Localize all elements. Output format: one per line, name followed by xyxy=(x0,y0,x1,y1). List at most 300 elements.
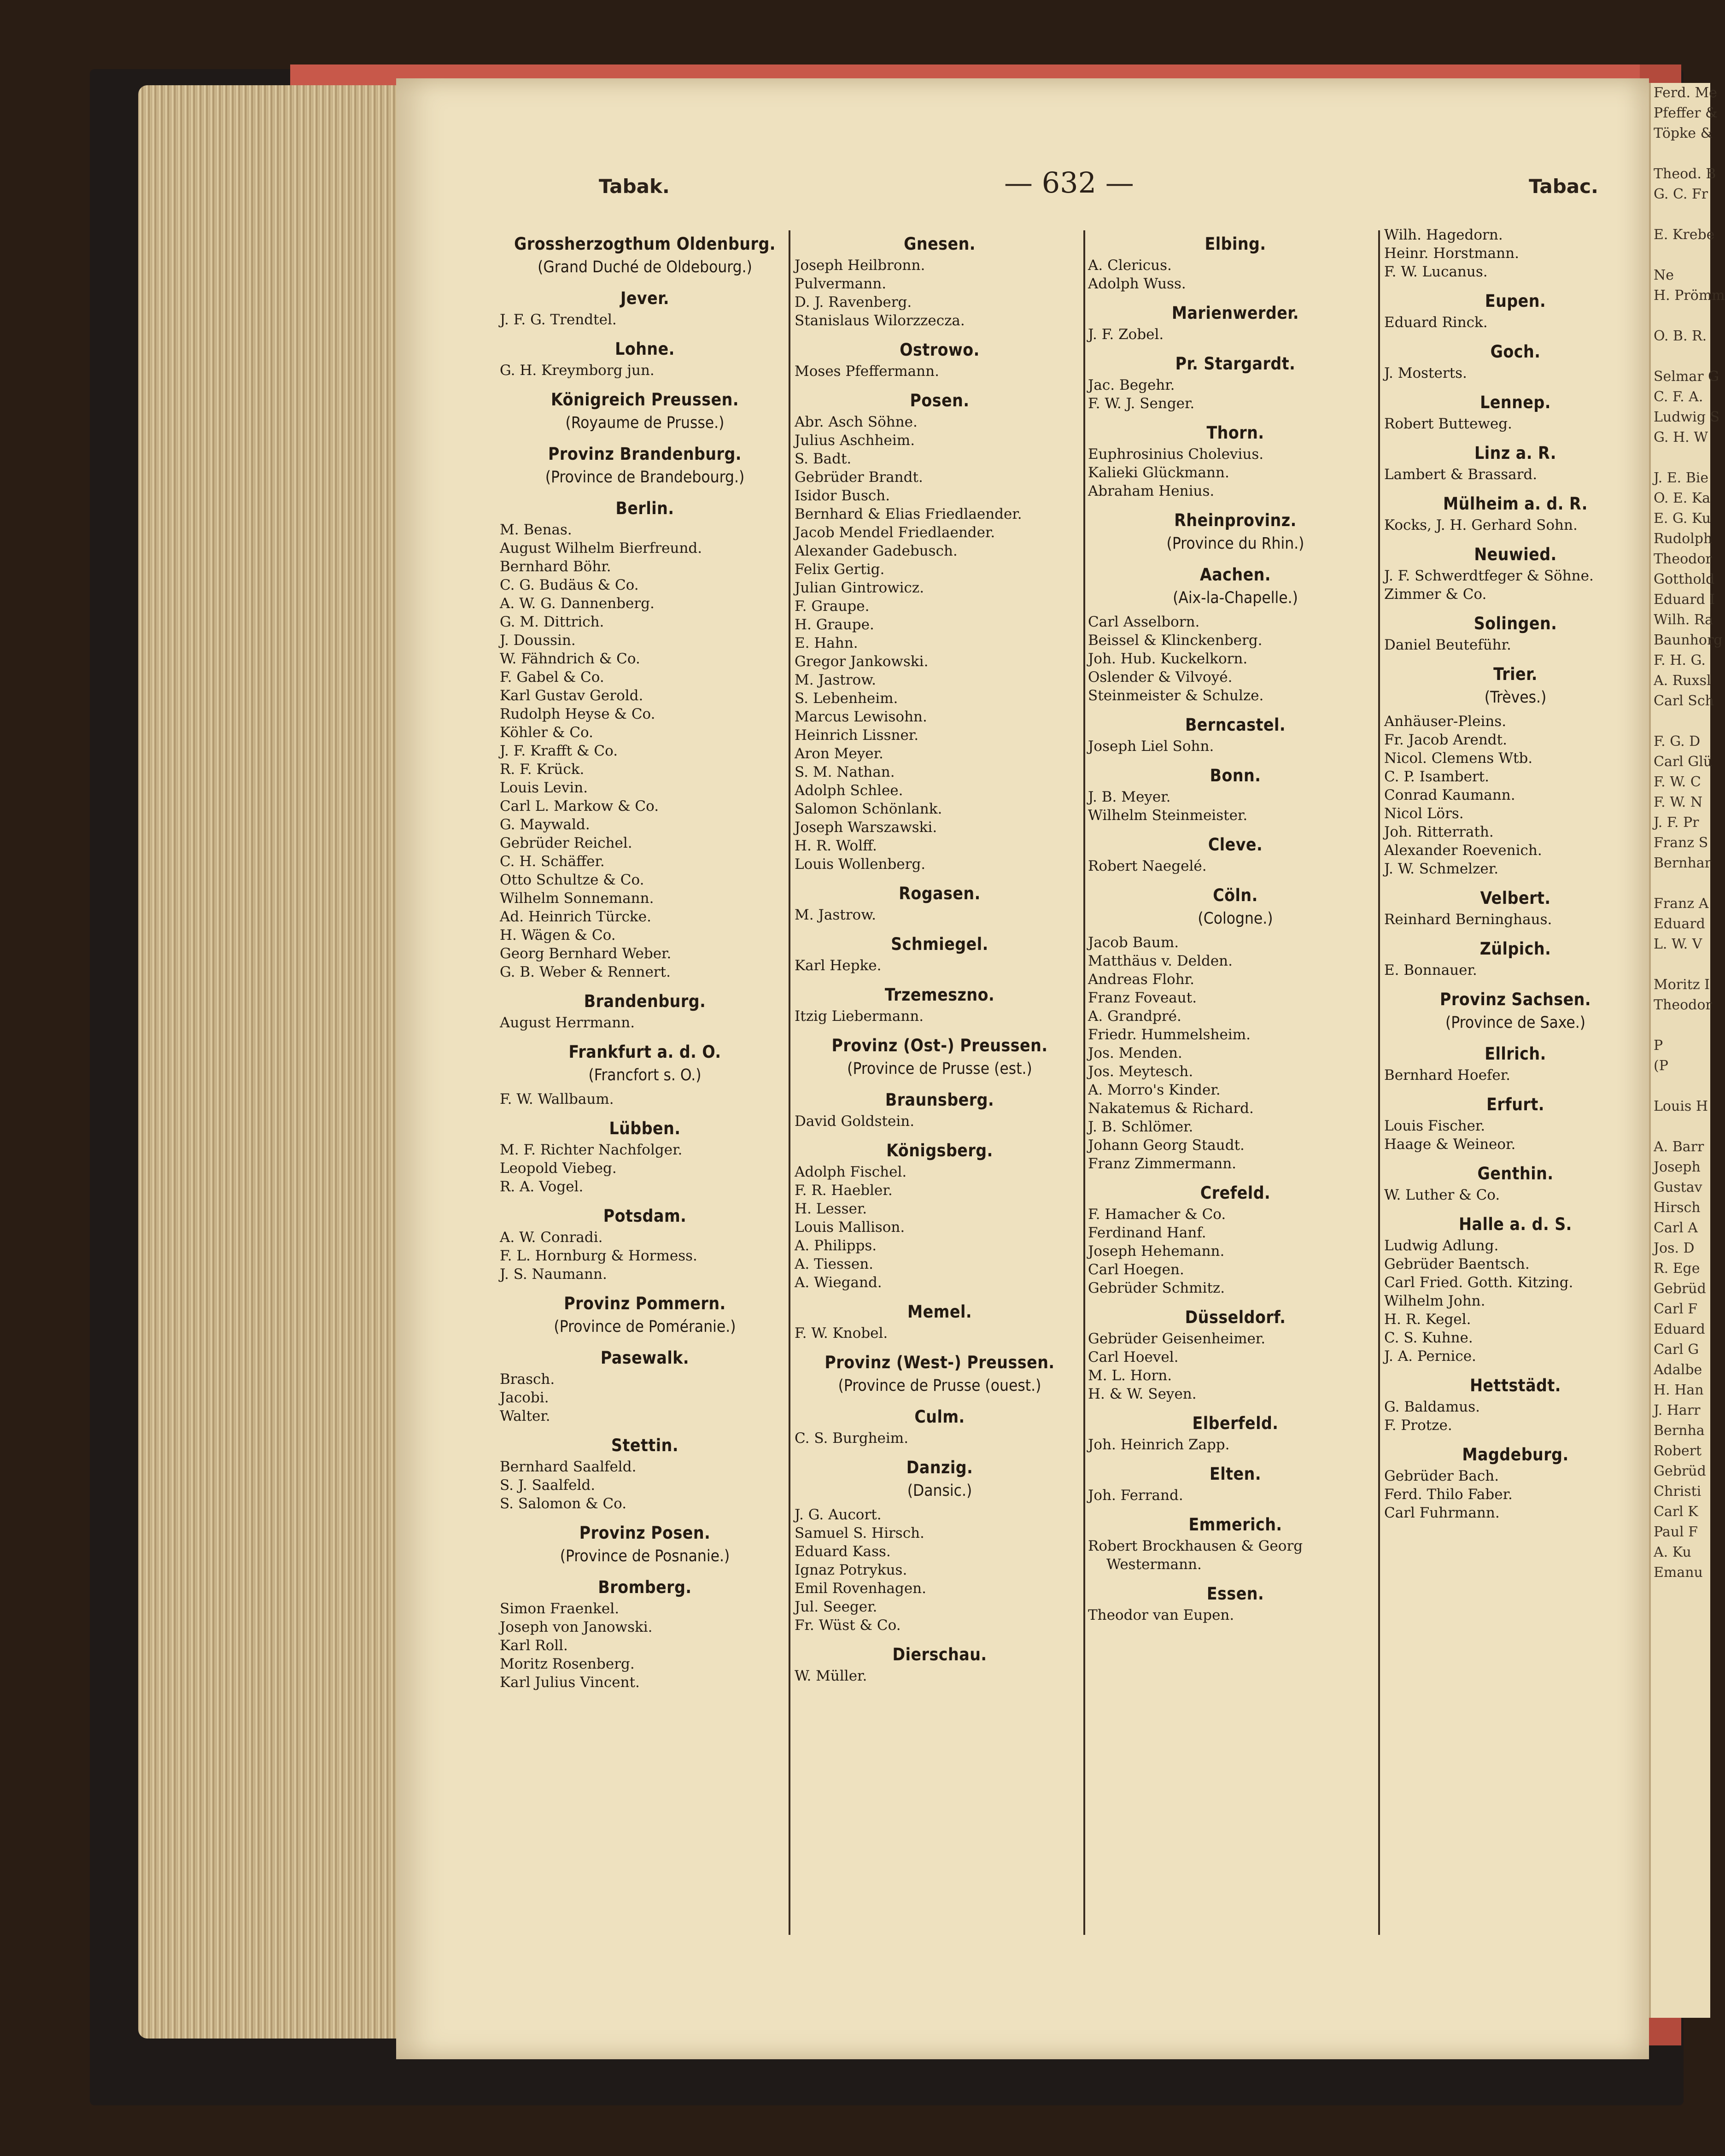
list-item: Wilhelm John. xyxy=(1384,1293,1485,1309)
directory-section xyxy=(1088,1181,1383,1297)
section-heading: Rheinprovinz. xyxy=(1174,510,1297,530)
next-page-line: Töpke & xyxy=(1654,125,1713,141)
section-heading: Stettin. xyxy=(611,1435,679,1455)
next-page-line: Ferd. Me xyxy=(1654,85,1718,101)
list-item: Joh. Ferrand. xyxy=(1088,1487,1183,1504)
list-item: H. R. Wolff. xyxy=(795,838,877,854)
list-item: F. Protze. xyxy=(1384,1417,1452,1434)
list-item: Brasch. xyxy=(500,1371,555,1388)
list-item: F. W. Lucanus. xyxy=(1384,264,1488,280)
list-item: S. Lebenheim. xyxy=(795,690,898,707)
list-item: Robert Brockhausen & Georg xyxy=(1088,1538,1303,1554)
section-heading: Mülheim a. d. R. xyxy=(1443,494,1588,514)
list-item: E. Bonnauer. xyxy=(1384,962,1477,978)
directory-section xyxy=(1088,1462,1383,1505)
entry-list xyxy=(1384,313,1647,332)
section-heading: Cöln. xyxy=(1213,885,1258,905)
section-subheading: (Province de Posnanie.) xyxy=(560,1547,730,1565)
list-item: Wilh. Hagedorn. xyxy=(1384,227,1503,243)
list-item: Moses Pfeffermann. xyxy=(795,363,939,380)
section-subheading: (Province de Poméranie.) xyxy=(554,1318,736,1336)
entry-list xyxy=(1088,1205,1383,1297)
section-subheading: (Dansic.) xyxy=(907,1482,972,1500)
list-item: M. Jastrow. xyxy=(795,907,876,923)
next-page-line: F. W. N xyxy=(1654,794,1703,810)
directory-section xyxy=(1384,1042,1647,1084)
list-item: Oslender & Vilvoyé. xyxy=(1088,669,1233,685)
list-item: F. L. Hornburg & Hormess. xyxy=(500,1248,697,1264)
list-item: Marcus Lewisohn. xyxy=(795,709,927,725)
list-item: Gebrüder Baentsch. xyxy=(1384,1256,1530,1272)
next-page-line: O. B. R. xyxy=(1654,328,1707,344)
directory-section xyxy=(1088,352,1383,413)
section-heading: Braunsberg. xyxy=(885,1090,994,1110)
list-item: Alexander Gadebusch. xyxy=(795,543,958,559)
directory-section xyxy=(1088,713,1383,756)
list-item: R. A. Vogel. xyxy=(500,1178,584,1195)
list-item: Andreas Flohr. xyxy=(1088,971,1194,988)
section-heading: Essen. xyxy=(1206,1584,1264,1604)
directory-section xyxy=(1384,612,1647,654)
section-heading: Provinz Posen. xyxy=(579,1523,711,1543)
section-heading: Marienwerder. xyxy=(1171,303,1299,323)
next-page-line: Carl F xyxy=(1654,1301,1698,1317)
directory-section xyxy=(795,232,1085,330)
list-item: Gebrüder Brandt. xyxy=(795,469,923,486)
list-item: Carl Fried. Gotth. Kitzing. xyxy=(1384,1274,1573,1291)
list-item: Gregor Jankowski. xyxy=(795,653,929,670)
next-page-line: R. Ege xyxy=(1654,1260,1700,1277)
list-item: Wilhelm Sonnemann. xyxy=(500,890,654,907)
list-item: G. Maywald. xyxy=(500,816,590,833)
next-page-line: F. G. D xyxy=(1654,733,1701,750)
list-item: Friedr. Hummelsheim. xyxy=(1088,1026,1251,1043)
section-subheading: (Province de Saxe.) xyxy=(1445,1014,1585,1032)
next-page-line: Bernhar xyxy=(1654,855,1712,871)
list-item: J. G. Aucort. xyxy=(795,1506,882,1523)
list-item: H. R. Kegel. xyxy=(1384,1311,1471,1328)
next-page-line: Gebrüd xyxy=(1654,1281,1706,1297)
list-item: Bernhard Böhr. xyxy=(500,558,611,575)
entry-list xyxy=(1384,465,1647,484)
next-page-line: H. Prömm xyxy=(1654,287,1725,304)
next-page-line: Gebrüd xyxy=(1654,1463,1706,1479)
section-heading: Schmiegel. xyxy=(891,934,988,954)
next-page-line: Gustav xyxy=(1654,1179,1702,1195)
next-page-line: L. W. V xyxy=(1654,936,1702,952)
list-item: Euphrosinius Cholevius. xyxy=(1088,446,1264,463)
list-item: Jacobi. xyxy=(500,1389,549,1406)
next-page-line: A. Ku xyxy=(1654,1544,1691,1560)
list-item: Carl Fuhrmann. xyxy=(1384,1505,1500,1521)
entry-list xyxy=(795,956,1085,975)
next-page-line: F. H. G. xyxy=(1654,652,1706,668)
entry-list xyxy=(1384,226,1647,281)
list-item: Nicol Lörs. xyxy=(1384,805,1464,822)
next-page-line: J. E. Bie xyxy=(1654,470,1709,486)
column-3 xyxy=(1088,226,1383,1633)
section-subheading: (Cologne.) xyxy=(1198,909,1273,928)
next-page-line: Pfeffer & xyxy=(1654,105,1718,121)
page-number: — 632 — xyxy=(1004,166,1134,199)
directory-section xyxy=(1384,1162,1647,1204)
next-page-line: Selmar G xyxy=(1654,369,1719,385)
entry-list xyxy=(1384,910,1647,929)
section-heading: Zülpich. xyxy=(1479,939,1551,959)
list-item: H. Wägen & Co. xyxy=(500,927,616,943)
section-subheading: (Trèves.) xyxy=(1484,688,1547,707)
section-heading: Danzig. xyxy=(906,1458,973,1477)
list-item: Eduard Rinck. xyxy=(1384,314,1488,331)
next-page-line xyxy=(1651,955,1710,975)
next-page-line: A. Ruxsl xyxy=(1654,673,1711,689)
section-heading: Genthin. xyxy=(1477,1164,1554,1183)
next-page-line: Joseph xyxy=(1654,1159,1701,1175)
list-item: Heinr. Horstmann. xyxy=(1384,245,1519,262)
list-item: M. Benas. xyxy=(500,521,572,538)
list-item: R. F. Krück. xyxy=(500,761,585,778)
list-item: Karl Julius Vincent. xyxy=(500,1674,640,1691)
list-item: Leopold Viebeg. xyxy=(500,1160,617,1177)
section-heading: Solingen. xyxy=(1474,614,1557,633)
section-heading: Düsseldorf. xyxy=(1185,1307,1286,1327)
list-item: Moritz Rosenberg. xyxy=(500,1656,635,1672)
list-item: Louis Fischer. xyxy=(1384,1118,1485,1134)
section-heading: Ellrich. xyxy=(1485,1044,1546,1064)
directory-section xyxy=(500,232,790,278)
list-item: Westermann. xyxy=(1106,1556,1202,1573)
section-heading: Culm. xyxy=(914,1407,965,1427)
list-item: David Goldstein. xyxy=(795,1113,915,1130)
list-item: Zimmer & Co. xyxy=(1384,586,1487,603)
entry-list xyxy=(500,361,790,380)
directory-section xyxy=(1088,563,1383,705)
directory-section xyxy=(1088,764,1383,825)
directory-section xyxy=(1384,391,1647,433)
list-item: J. A. Pernice. xyxy=(1384,1348,1476,1365)
list-item: Jul. Seeger. xyxy=(795,1599,877,1615)
list-item: Conrad Kaumann. xyxy=(1384,787,1515,803)
directory-section xyxy=(1384,1443,1647,1522)
directory-section xyxy=(500,1292,790,1338)
directory-section xyxy=(500,1576,790,1692)
list-item: J. S. Naumann. xyxy=(500,1266,607,1283)
list-item: A. Grandpré. xyxy=(1088,1008,1181,1025)
list-item: F. W. Wallbaum. xyxy=(500,1091,614,1107)
entry-list xyxy=(1088,613,1383,705)
list-item: Köhler & Co. xyxy=(500,724,594,741)
list-item: Theodor van Eupen. xyxy=(1088,1607,1234,1623)
directory-section xyxy=(795,1034,1085,1080)
next-page-line: E. G. Ku xyxy=(1654,510,1711,527)
list-item: Stanislaus Wilorzzecza. xyxy=(795,312,965,329)
entry-list xyxy=(1088,1537,1383,1574)
next-page-line: Louis H xyxy=(1654,1098,1708,1114)
list-item: S. Badt. xyxy=(795,451,852,467)
list-item: A. Tiessen. xyxy=(795,1256,874,1272)
list-item: Salomon Schönlank. xyxy=(795,801,942,817)
list-item: Haage & Weineor. xyxy=(1384,1136,1516,1153)
list-item: Julius Aschheim. xyxy=(795,432,915,449)
list-item: W. Luther & Co. xyxy=(1384,1187,1500,1203)
directory-section xyxy=(1384,492,1647,534)
section-heading: Lübben. xyxy=(609,1119,681,1138)
list-item: M. L. Horn. xyxy=(1088,1367,1172,1384)
list-item: Ad. Heinrich Türcke. xyxy=(500,908,651,925)
entry-list xyxy=(795,906,1085,924)
next-page-line xyxy=(1651,144,1710,164)
entry-list xyxy=(1088,857,1383,875)
section-heading: Memel. xyxy=(907,1302,972,1322)
entry-list xyxy=(795,413,1085,873)
section-subheading: (Francfort s. O.) xyxy=(588,1066,702,1084)
list-item: Pulvermann. xyxy=(795,275,887,292)
next-page-fragment xyxy=(1649,83,1725,2018)
next-page-line: C. F. A. xyxy=(1654,389,1703,405)
list-item: A. W. G. Dannenberg. xyxy=(500,595,655,612)
next-page-line xyxy=(1651,346,1710,367)
section-subheading: (Royaume de Prusse.) xyxy=(565,414,725,432)
entry-list xyxy=(1384,961,1647,979)
section-heading: Emmerich. xyxy=(1188,1515,1282,1535)
entry-list xyxy=(1384,636,1647,654)
list-item: Simon Fraenkel. xyxy=(500,1600,620,1617)
list-item: C. P. Isambert. xyxy=(1384,768,1489,785)
list-item: Fr. Wüst & Co. xyxy=(795,1617,901,1634)
list-item: Franz Zimmermann. xyxy=(1088,1155,1237,1172)
next-page-line: Moritz I xyxy=(1654,977,1710,993)
directory-section xyxy=(1384,988,1647,1034)
directory-section xyxy=(1384,937,1647,979)
list-item: G. B. Weber & Rennert. xyxy=(500,964,671,980)
list-item: Gebrüder Bach. xyxy=(1384,1468,1499,1484)
entry-list xyxy=(1384,516,1647,534)
list-item: Fr. Jacob Arendt. xyxy=(1384,732,1507,748)
list-item: Lambert & Brassard. xyxy=(1384,466,1538,483)
next-page-line: J. F. Pr xyxy=(1654,814,1699,831)
section-heading: Brandenburg. xyxy=(584,991,706,1011)
section-heading: Trier. xyxy=(1493,664,1538,684)
next-page-line xyxy=(1651,1076,1710,1096)
list-item: G. Baldamus. xyxy=(1384,1399,1480,1415)
list-item: Felix Gertig. xyxy=(795,561,885,578)
directory-section xyxy=(795,983,1085,1025)
list-item: M. F. Richter Nachfolger. xyxy=(500,1142,683,1158)
list-item: J. F. Zobel. xyxy=(1088,326,1164,343)
list-item: Gebrüder Reichel. xyxy=(500,835,632,851)
list-item: J. W. Schmelzer. xyxy=(1384,861,1499,877)
directory-section xyxy=(500,1040,790,1108)
next-page-line xyxy=(1651,448,1710,468)
list-item: F. Graupe. xyxy=(795,598,870,615)
entry-list xyxy=(500,1228,790,1283)
next-page-line: A. Barr xyxy=(1654,1139,1704,1155)
list-item: Eduard Kass. xyxy=(795,1543,891,1560)
next-page-line: Carl A xyxy=(1654,1220,1698,1236)
list-item: Steinmeister & Schulze. xyxy=(1088,687,1264,704)
list-item: Ferd. Thilo Faber. xyxy=(1384,1486,1513,1503)
column-4 xyxy=(1384,226,1647,1530)
section-heading: Provinz Pommern. xyxy=(564,1294,726,1313)
next-page-line: Theodor xyxy=(1654,551,1712,567)
section-subheading: (Province de Prusse (ouest.) xyxy=(838,1377,1041,1395)
section-heading: Königreich Preussen. xyxy=(550,390,739,410)
section-heading: Elbing. xyxy=(1205,234,1266,254)
next-page-line: Eduard xyxy=(1654,916,1705,932)
directory-section xyxy=(500,497,790,981)
list-item: Rudolph Heyse & Co. xyxy=(500,706,655,722)
list-item: Carl Hoevel. xyxy=(1088,1349,1179,1365)
section-heading: Dierschau. xyxy=(892,1645,987,1664)
list-item: H. Lesser. xyxy=(795,1201,867,1217)
list-item: Karl Hepke. xyxy=(795,957,882,974)
entry-list xyxy=(795,362,1085,381)
list-item: F. Gabel & Co. xyxy=(500,669,604,685)
entry-list xyxy=(500,1090,790,1108)
list-item: A. Philipps. xyxy=(795,1237,877,1254)
section-heading: Provinz (West-) Preussen. xyxy=(824,1353,1055,1372)
list-item: F. W. J. Senger. xyxy=(1088,395,1195,412)
list-item: Isidor Busch. xyxy=(795,487,890,504)
directory-section xyxy=(500,388,790,434)
list-item: Joh. Heinrich Zapp. xyxy=(1088,1436,1230,1453)
list-item: Joseph Hehemann. xyxy=(1088,1243,1225,1260)
list-item: Heinrich Lissner. xyxy=(795,727,919,744)
next-page-line: Bernha xyxy=(1654,1423,1705,1439)
next-page-line: Emanu xyxy=(1654,1564,1703,1581)
entry-list xyxy=(500,1141,790,1196)
directory-section xyxy=(1088,884,1383,1173)
list-item: Robert Butteweg. xyxy=(1384,416,1512,432)
list-item: Reinhard Berninghaus. xyxy=(1384,911,1552,928)
directory-section xyxy=(1088,509,1383,555)
list-item: C. S. Kuhne. xyxy=(1384,1330,1473,1346)
next-page-line: Eduard I xyxy=(1654,592,1715,608)
entry-list xyxy=(1088,1435,1383,1454)
directory-section xyxy=(1088,833,1383,875)
directory-section xyxy=(795,1456,1085,1635)
list-item: Louis Wollenberg. xyxy=(795,856,926,873)
list-item: Joseph von Janowski. xyxy=(500,1619,653,1635)
next-page-line: Carl K xyxy=(1654,1504,1698,1520)
entry-list xyxy=(500,1014,790,1032)
list-item: Georg Bernhard Weber. xyxy=(500,945,672,962)
entry-list xyxy=(1384,1186,1647,1204)
entry-list xyxy=(795,1667,1085,1685)
entry-list xyxy=(795,1007,1085,1025)
directory-section xyxy=(1088,232,1383,293)
list-item: Abr. Asch Söhne. xyxy=(795,414,918,430)
list-item: S. M. Nathan. xyxy=(795,764,895,780)
header-left-title: Tabak. xyxy=(599,175,670,198)
next-page-line: O. E. Ka xyxy=(1654,490,1711,506)
directory-section xyxy=(795,1300,1085,1342)
list-item: J. F. G. Trendtel. xyxy=(500,311,617,328)
list-item: S. Salomon & Co. xyxy=(500,1495,627,1512)
list-item: August Herrmann. xyxy=(500,1014,635,1031)
directory-section xyxy=(1384,226,1647,281)
directory-section xyxy=(500,337,790,380)
section-subheading: (Province de Prusse (est.) xyxy=(847,1060,1032,1078)
next-page-line: G. H. W xyxy=(1654,429,1708,445)
entry-list xyxy=(1384,415,1647,433)
section-heading: Pr. Stargardt. xyxy=(1175,354,1296,374)
section-heading: Erfurt. xyxy=(1486,1095,1544,1114)
list-item: Ludwig Adlung. xyxy=(1384,1237,1499,1254)
section-heading: Grossherzogthum Oldenburg. xyxy=(514,234,776,254)
directory-section xyxy=(795,1139,1085,1292)
list-item: Nicol. Clemens Wtb. xyxy=(1384,750,1533,767)
list-item: Beissel & Klinckenberg. xyxy=(1088,632,1263,649)
directory-section xyxy=(795,1351,1085,1397)
entry-list xyxy=(1088,445,1383,500)
list-item: Wilhelm Steinmeister. xyxy=(1088,807,1248,824)
next-page-line: Eduard xyxy=(1654,1321,1705,1337)
list-item: Ferdinand Hanf. xyxy=(1088,1224,1206,1241)
list-item: Emil Rovenhagen. xyxy=(795,1580,926,1597)
next-page-line: H. Han xyxy=(1654,1382,1704,1398)
directory-section xyxy=(500,1346,790,1425)
next-page-line: Adalbe xyxy=(1654,1362,1702,1378)
list-item: Daniel Beuteführ. xyxy=(1384,637,1511,653)
list-item: Jos. Menden. xyxy=(1088,1045,1182,1061)
list-item: Joh. Hub. Kuckelkorn. xyxy=(1088,650,1248,667)
list-item: G. H. Kreymborg jun. xyxy=(500,362,655,379)
next-page-line: Carl Glü xyxy=(1654,754,1713,770)
directory-section xyxy=(1088,1582,1383,1624)
next-page-line: Theodor xyxy=(1654,997,1712,1013)
section-subheading: (Aix-la-Chapelle.) xyxy=(1173,589,1298,607)
list-item: Otto Schultze & Co. xyxy=(500,872,644,888)
section-heading: Trzemeszno. xyxy=(884,985,995,1005)
list-item: Joseph Liel Sohn. xyxy=(1088,738,1214,755)
section-heading: Thorn. xyxy=(1206,423,1264,443)
next-page-line: Gotthold xyxy=(1654,571,1715,587)
list-item: Robert Naegelé. xyxy=(1088,858,1207,874)
list-item: Karl Gustav Gerold. xyxy=(500,687,643,704)
list-item: Samuel S. Hirsch. xyxy=(795,1525,924,1541)
list-item: Gebrüder Geisenheimer. xyxy=(1088,1330,1266,1347)
section-heading: Magdeburg. xyxy=(1462,1445,1569,1465)
section-subheading: (Grand Duché de Oldebourg.) xyxy=(538,258,752,276)
entry-list xyxy=(795,1506,1085,1635)
entry-list xyxy=(1088,256,1383,293)
list-item: W. Fähndrich & Co. xyxy=(500,650,640,667)
list-item: S. J. Saalfeld. xyxy=(500,1477,596,1494)
list-item: Julian Gintrowicz. xyxy=(795,580,924,596)
list-item: A. Morro's Kinder. xyxy=(1088,1082,1221,1098)
section-heading: Cleve. xyxy=(1208,835,1263,855)
directory-section xyxy=(1384,340,1647,382)
next-page-line: J. Harr xyxy=(1654,1402,1701,1418)
list-item: F. R. Haebler. xyxy=(795,1182,893,1199)
next-page-line: Carl G xyxy=(1654,1342,1699,1358)
list-item: J. F. Schwerdtfeger & Söhne. xyxy=(1384,568,1594,584)
directory-section xyxy=(1384,886,1647,929)
section-heading: Königsberg. xyxy=(886,1141,993,1160)
list-item: August Wilhelm Bierfreund. xyxy=(500,540,702,557)
directory-section xyxy=(795,1088,1085,1131)
list-item: Carl Hoegen. xyxy=(1088,1261,1184,1278)
entry-list xyxy=(500,1370,790,1425)
list-item: A. Clericus. xyxy=(1088,257,1172,274)
directory-section xyxy=(1088,1412,1383,1454)
entry-list xyxy=(500,521,790,981)
list-item: Itzig Liebermann. xyxy=(795,1008,924,1025)
entry-list xyxy=(795,1112,1085,1131)
next-page-line: Franz A xyxy=(1654,896,1709,912)
section-heading: Potsdam. xyxy=(603,1206,687,1226)
